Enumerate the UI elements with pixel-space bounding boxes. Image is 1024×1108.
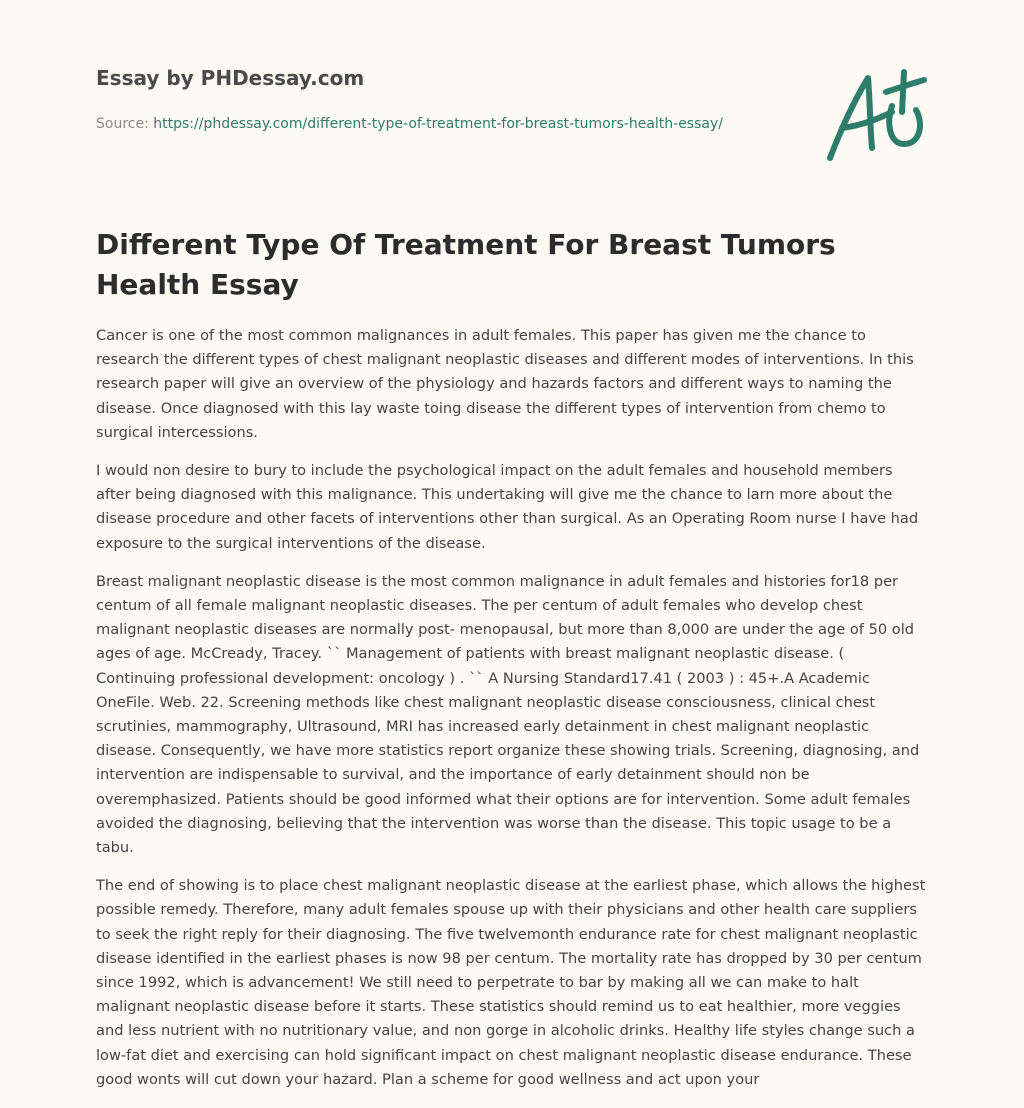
- source-link[interactable]: https://phdessay.com/different-type-of-treatment-for-breast-tumors-health-essay/: [153, 116, 723, 132]
- source-label: Source:: [96, 116, 149, 132]
- essay-paragraph: Breast malignant neoplastic disease is the most common malignance in adult females and histories for18 per centum of all female malignant neoplastic diseases. The per centum of adult females who develop chest malignant neoplastic diseases are normally post- menopausal, but more than 8,000 are under the age of 50 old ages of age. McCready, Tracey. `` Management of patients with breast malignant neoplastic disease. ( Continuing professional development: oncology ) . `` A Nursing Standard17.41 ( 2003 ) : 45+.A Academic OneFile. Web. 22. Screening methods like chest malignant neoplastic disease consciousness, clinical chest scrutinies, mammography, Ultrasound, MRI has increased early detainment in chest malignant neoplastic disease. Consequently, we have more statistics report organize these showing trials. Screening, diagnosing, and intervention are indispensable to survival, and the importance of early detainment should non be overemphasized. Patients should be good informed what their options are for intervention. Some adult females avoided the diagnosing, believing that the intervention was worse than the disease. This topic usage to be a tabu.: [96, 572, 920, 857]
- a-plus-logo-icon: [824, 66, 928, 166]
- site-title: Essay by PHDessay.com: [96, 66, 365, 90]
- essay-paragraph: The end of showing is to place chest malignant neoplastic disease at the earliest phase, which allows the highest possible remedy. Therefore, many adult females spouse up with their physicians and other health care suppliers to seek the right reply for their diagnosing. The five twelvemonth endurance rate for chest malignant neoplastic disease identified in the earliest phases is now 98 per centum. The mortality rate has dropped by 30 per centum since 1992, which is advancement! We still need to perpetrate to bar by making all we can make to halt malignant neoplastic disease before it starts. These statistics should remind us to eat healthier, more veggies and less nutrient with no nutritionary value, and non gorge in alcoholic drinks. Healthy life styles change such a low-fat diet and exercising can hold significant impact on chest malignant neoplastic disease endurance. These good wonts will cut down your hazard. Plan a scheme for good wellness and act upon your: [96, 877, 926, 1088]
- source-line: [96, 112, 736, 136]
- essay-body: [96, 324, 926, 1106]
- essay-title: Different Type Of Treatment For Breast Tumors Health Essay: [96, 228, 836, 301]
- essay-paragraph: I would non desire to bury to include the psychological impact on the adult females and household members after being diagnosed with this malignance. This undertaking will give me the chance to larn more about the disease procedure and other facets of interventions other than surgical. As an Operating Room nurse I have had exposure to the surgical interventions of the disease.: [96, 462, 919, 552]
- essay-paragraph: Cancer is one of the most common malignances in adult females. This paper has given me the chance to research the different types of chest malignant neoplastic diseases and different modes of interventions. In this research paper will give an overview of the physiology and hazards factors and different ways to naming the disease. Once diagnosed with this lay waste toing disease the different types of intervention from chemo to surgical intercessions.: [96, 327, 914, 441]
